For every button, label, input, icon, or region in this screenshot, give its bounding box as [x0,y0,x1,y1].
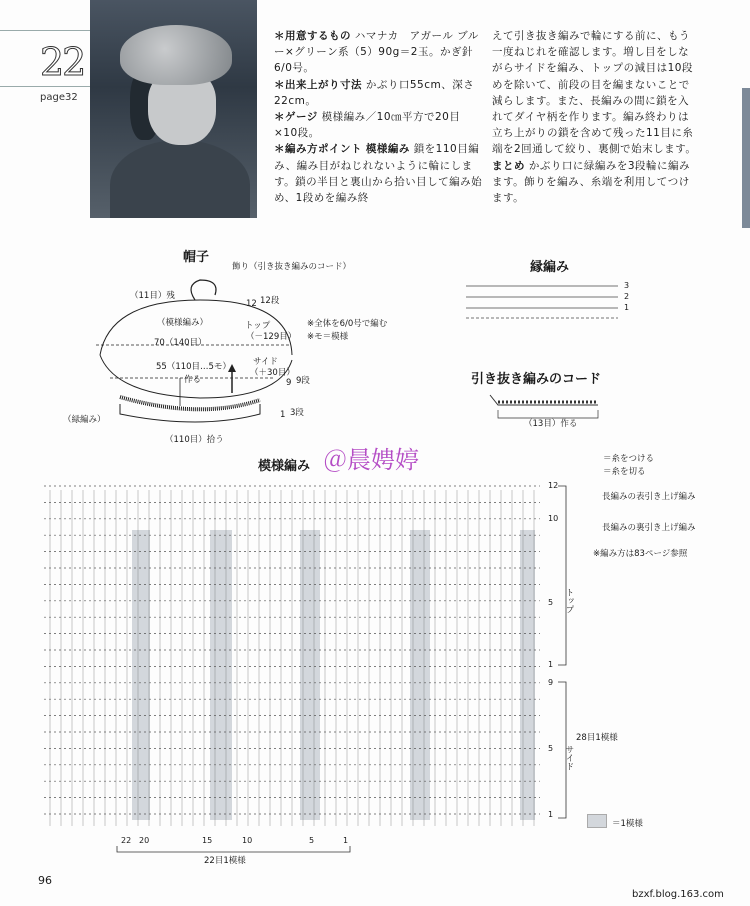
remaining-label: （11目）残 [130,291,175,301]
chart-row-1-top: 1 [548,660,554,669]
chart-row-12: 12 [548,481,559,490]
bottom-num-22: 22 [121,836,132,845]
cord-count: （13目）作る [524,419,578,429]
repeat-28-label: 28目1模様 [576,733,618,743]
legend-attach-yarn: ＝糸をつける [603,454,655,464]
dim-top-rows: 12段 [260,296,280,306]
bottom-num-15: 15 [202,836,213,845]
chart-row-1-side: 1 [548,810,554,819]
page-number: 96 [38,874,52,887]
edging-row-1: 1 [624,303,630,312]
dim-edge-rows: 3段 [290,408,304,418]
section-bracket-1 [558,486,566,665]
finishing-label: まとめ [492,159,525,172]
side-label: サイド [253,357,278,367]
legend-cut-yarn: ＝糸を切る [603,467,646,477]
materials-label: ＊用意するもの [274,30,351,42]
bottom-num-1: 1 [343,836,349,845]
edging-title: 縁編み [530,260,570,275]
edging-row-3: 3 [624,281,630,290]
dim-side-num: 9 [286,378,292,388]
motif-column-2 [210,530,232,820]
chart-row-5-top: 5 [548,598,554,607]
legend-front-post: 長編みの表引き上げ編み [602,492,696,502]
motif-column-1 [132,530,150,820]
gauge-text: 模様編み／10㎝平方で20目×10段。 [274,111,461,140]
hat-note-2: ※モ＝模様 [307,332,349,342]
chart-title: 模様編み [258,459,311,474]
edging-row-2: 2 [624,292,630,301]
chart-row-9: 9 [548,678,554,687]
hat-note-1: ※全体を6/0号で編む [307,319,388,329]
legend-note: ※編み方は83ページ参照 [593,549,688,559]
dim-side-rows: 9段 [296,376,310,386]
gauge-label: ＊ゲージ [274,111,318,124]
edge-label: （緑編み） [63,415,106,425]
width-140-label: 70（140目） [154,338,207,348]
watermark: ＠晨娉婷 [323,446,419,474]
side-increase-label: （＋30目） [250,368,295,378]
bottom-num-10: 10 [242,836,253,845]
chart-row-10: 10 [548,514,559,523]
materials-text: ハマナカ アガール ブルー×グリーン系（5）90g＝2玉。かぎ針6/0号。 [274,30,479,75]
chart-row-5-side: 5 [548,744,554,753]
points-text-2: えて引き抜き編みで輪にする前に、もう一度ねじれを確認します。増し目をしながらサイドを編み、トップの減目は10段めを除いて、前段の目を編まないことで減らします。また、長編みの間に鎖を入れてダイヤ柄を作ります。編み終わりは立ち上がりの鎖を含めて残った11目に糸端を2回通して絞り、裏側で始末します。 [492,30,697,156]
points-sub: 模様編み [365,143,410,156]
repeat-22-bracket [117,846,350,852]
motif-legend-swatch [587,814,607,828]
dim-edge-num: 1 [280,410,286,420]
hat-diagram-title: 帽子 [183,250,210,265]
legend-back-post: 長編みの裏引き上げ編み [602,523,696,533]
site-credit: bzxf.blog.163.com [632,889,724,900]
pattern-number: 22 [40,40,85,84]
make-label: 作る [184,375,202,385]
width-110-label: 55（110目…5モ） [156,362,231,372]
pick-label: （110目）拾う [165,435,224,445]
points-text-1: 鎖を110目編み、編み目がねじれないように輪にします。鎖の半目と裏山から拾い目して編み始め、1段めを編み終 [274,143,483,205]
finishing-text: かぶり口に緑編みを3段輪に編みます。飾りを編み、糸端を利用してつけます。 [492,159,691,205]
top-label: トップ [245,321,271,331]
size-label: ＊出来上がり寸法 [274,78,362,91]
dim-top-num: 12 [246,299,257,309]
size-text: かぶり口55cm、深さ22cm。 [274,78,475,107]
decoration-label: 飾り（引き抜き編みのコード） [232,262,352,272]
section-side-label: サイド [564,745,574,771]
page-reference: page32 [40,92,78,103]
motif-column-5 [520,530,535,820]
section-top-label: トップ [564,588,574,614]
motif-legend-label: ＝1模様 [612,819,643,829]
repeat-22-label: 22目1模様 [204,856,246,866]
bottom-num-5: 5 [309,836,315,845]
points-label: ＊編み方ポイント [274,143,362,156]
bottom-num-20: 20 [139,836,150,845]
cord-title: 引き抜き編みのコード [471,372,602,387]
pattern-label: （模様編み） [157,318,209,328]
top-decrease-label: （－129目） [246,332,297,342]
